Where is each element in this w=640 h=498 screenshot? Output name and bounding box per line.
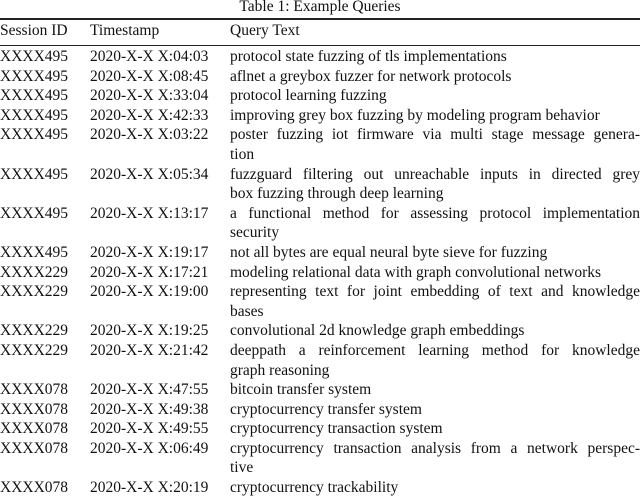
timestamp-cell: 2020-X-X X:20:19 <box>90 479 209 497</box>
header-rule <box>0 45 640 46</box>
query-text-line: bases <box>230 302 264 320</box>
table-caption: Table 1: Example Queries <box>239 0 401 15</box>
session-id-cell: XXXX229 <box>0 283 69 301</box>
query-text-line: cryptocurrency transaction system <box>230 420 443 438</box>
session-id-cell: XXXX495 <box>0 48 69 65</box>
timestamp-cell: 2020-X-X X:33:04 <box>90 87 209 105</box>
table-row <box>0 86 640 106</box>
query-text-cell <box>230 47 640 67</box>
table-row <box>0 263 640 283</box>
table-row <box>0 243 640 263</box>
timestamp-cell: 2020-X-X X:19:17 <box>90 243 209 261</box>
query-text-cell <box>230 263 640 283</box>
table-row <box>0 419 640 439</box>
session-id-cell: XXXX495 <box>0 243 69 261</box>
session-id-cell: XXXX495 <box>0 126 69 144</box>
query-text-line: tion <box>230 145 255 163</box>
table-row <box>0 282 640 321</box>
query-text-line: box fuzzing through deep learning <box>230 185 444 203</box>
timestamp-cell: 2020-X-X X:13:17 <box>90 204 209 222</box>
timestamp-cell: 2020-X-X X:19:25 <box>90 322 209 340</box>
session-id-cell: XXXX078 <box>0 381 69 399</box>
query-text-line: representing text for joint embedding of text and knowledge <box>230 283 640 301</box>
query-text-cell <box>230 125 640 164</box>
session-id-cell: XXXX495 <box>0 204 69 222</box>
session-id-cell: XXXX078 <box>0 439 69 457</box>
query-text-cell <box>230 106 640 126</box>
query-text-line: convolutional 2d knowledge graph embeddings <box>230 322 525 340</box>
table-row <box>0 165 640 204</box>
table-row <box>0 478 640 498</box>
timestamp-cell: 2020-X-X X:06:49 <box>90 439 209 457</box>
table-row <box>0 439 640 478</box>
session-id-cell: XXXX078 <box>0 420 69 438</box>
query-text-cell <box>230 67 640 87</box>
query-text-cell <box>230 243 640 263</box>
timestamp-cell: 2020-X-X X:42:33 <box>90 106 209 124</box>
query-text-line: a functional method for assessing protocol implementation <box>230 204 640 222</box>
query-text-cell <box>230 86 640 106</box>
query-text-line: tive <box>230 459 254 477</box>
timestamp-cell: 2020-X-X X:49:38 <box>90 400 209 418</box>
query-text-cell <box>230 439 640 478</box>
query-text-line: poster fuzzing iot firmware via multi stage message genera- <box>230 126 640 144</box>
table-row <box>0 125 640 164</box>
header-query-text: Query Text <box>230 22 300 39</box>
session-id-cell: XXXX495 <box>0 67 69 85</box>
timestamp-cell: 2020-X-X X:21:42 <box>90 341 209 359</box>
query-text-line: aflnet a greybox fuzzer for network protocols <box>230 67 512 85</box>
query-text-line: cryptocurrency trackability <box>230 479 399 497</box>
table-row <box>0 47 640 67</box>
session-id-cell: XXXX229 <box>0 263 69 281</box>
timestamp-cell: 2020-X-X X:17:21 <box>90 263 209 281</box>
query-text-line: fuzzguard filtering out unreachable inputs in directed grey <box>230 165 640 183</box>
table-body <box>0 47 640 498</box>
query-text-cell <box>230 380 640 400</box>
table-row <box>0 106 640 126</box>
table-row <box>0 204 640 243</box>
session-id-cell: XXXX495 <box>0 165 69 183</box>
table-header <box>0 19 640 45</box>
session-id-cell: XXXX229 <box>0 322 69 340</box>
timestamp-cell: 2020-X-X X:19:00 <box>90 283 209 301</box>
query-text-line: deeppath a reinforcement learning method for knowledge <box>230 341 640 359</box>
timestamp-cell: 2020-X-X X:04:03 <box>90 48 209 65</box>
query-text-line: protocol state fuzzing of tls implementations <box>230 48 507 65</box>
query-text-line: cryptocurrency transaction analysis from a network perspec- <box>230 439 640 457</box>
session-id-cell: XXXX229 <box>0 341 69 359</box>
session-id-cell: XXXX495 <box>0 87 69 105</box>
table-row <box>0 67 640 87</box>
header-session-id: Session ID <box>0 22 68 39</box>
query-text-line: modeling relational data with graph convolutional networks <box>230 263 602 281</box>
query-text-cell <box>230 341 640 380</box>
query-text-cell <box>230 204 640 243</box>
timestamp-cell: 2020-X-X X:49:55 <box>90 420 209 438</box>
query-text-line: security <box>230 224 280 242</box>
query-text-cell <box>230 165 640 204</box>
query-text-cell <box>230 419 640 439</box>
table-row <box>0 400 640 420</box>
timestamp-cell: 2020-X-X X:47:55 <box>90 381 209 399</box>
query-text-line: protocol learning fuzzing <box>230 87 387 105</box>
query-text-line: improving grey box fuzzing by modeling program behavior <box>230 106 600 124</box>
timestamp-cell: 2020-X-X X:08:45 <box>90 67 209 85</box>
table-row <box>0 341 640 380</box>
table-row <box>0 380 640 400</box>
query-text-cell <box>230 321 640 341</box>
session-id-cell: XXXX495 <box>0 106 69 124</box>
header-timestamp: Timestamp <box>90 22 160 39</box>
timestamp-cell: 2020-X-X X:03:22 <box>90 126 209 144</box>
session-id-cell: XXXX078 <box>0 400 69 418</box>
query-text-line: not all bytes are equal neural byte sieve for fuzzing <box>230 243 548 261</box>
session-id-cell: XXXX078 <box>0 479 69 497</box>
query-text-line: graph reasoning <box>230 361 330 379</box>
query-text-line: cryptocurrency transfer system <box>230 400 422 418</box>
query-text-cell <box>230 282 640 321</box>
timestamp-cell: 2020-X-X X:05:34 <box>90 165 209 183</box>
query-text-cell <box>230 400 640 420</box>
query-text-line: bitcoin transfer system <box>230 381 372 399</box>
query-text-cell <box>230 478 640 498</box>
table-row <box>0 321 640 341</box>
